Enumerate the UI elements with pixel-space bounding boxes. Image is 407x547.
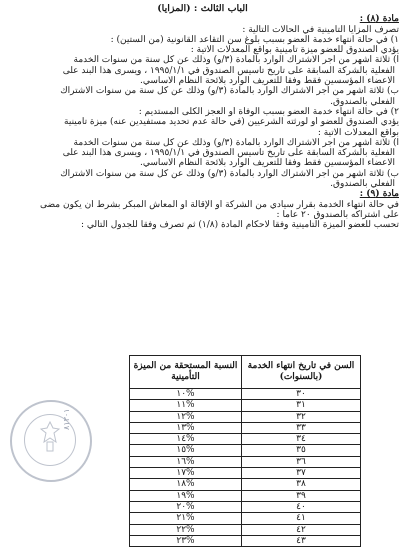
case-1-heading: ١) في حالة انتهاء خدمة العضو بسبب بلوغ سن التقاعد القانونية (من الستين) : (110, 34, 399, 45)
case-2-text-line-1: يؤدي الصندوق للعضو أو لورثته الشرعيين (في حالة عدم تحديد مستفيدين عنه) ميزة تأمينية (64, 117, 399, 128)
age-cell: ٣٦ (242, 456, 361, 467)
table-row (130, 513, 361, 524)
table-row (130, 445, 361, 456)
table-row (130, 456, 361, 467)
percentage-cell: %٢٢ (130, 524, 242, 535)
table-row (130, 434, 361, 445)
case-2-heading: ٢) في حالة انتهاء خدمة العضو بسبب الوفاة أو العجز الكلى المستديم : (138, 106, 399, 117)
percentage-column-header: النسبة المستحقة من الميزة التأمينية (130, 356, 242, 389)
table-header-row (130, 356, 361, 389)
age-cell: ٤٢ (242, 524, 361, 535)
age-cell: ٤٣ (242, 535, 361, 546)
percentage-cell: %١٣ (130, 422, 242, 433)
percentage-cell: %٢٠ (130, 501, 242, 512)
table-row (130, 468, 361, 479)
table-row (130, 389, 361, 400)
page-title: الباب الثالث : (المزايا) (157, 4, 248, 14)
table-row (130, 400, 361, 411)
percentage-cell: %١٠ (130, 389, 242, 400)
article-9-text-line-1: في حالة انتهاء الخدمة بقرار سيادي من الشركة أو الإقالة أو المعاش المبكر بشرط أن يكون مضى (39, 199, 399, 210)
percentage-cell: %١٧ (130, 468, 242, 479)
table-row (130, 501, 361, 512)
age-cell: ٣٥ (242, 445, 361, 456)
case-1-item-a-line-2: الفعلية بالشركة السابقة على تاريخ تأسيس الصندوق في ١٩٩٥/١/١ ، ويسرى هذا البند على (62, 65, 395, 76)
age-cell: ٣٠ (242, 389, 361, 400)
age-cell: ٤٠ (242, 501, 361, 512)
case-2-text-line-2: بواقع المعدلات الآتية : (317, 127, 399, 138)
percentage-cell: %١٦ (130, 456, 242, 467)
table-row (130, 490, 361, 501)
official-seal (10, 400, 92, 482)
table-row (130, 479, 361, 490)
article-9-text-line-2: على اشتراكه بالصندوق ٢٠ عاماً : (276, 209, 399, 220)
percentage-cell: %١١ (130, 400, 242, 411)
article-9-text-line-3: تحسب للعضو الميزة التأمينية وفقاً لاحكام المادة (١/٨) ثم تصرف وفقاً للجدول التالي : (81, 220, 399, 231)
percentage-cell: %١٩ (130, 490, 242, 501)
percentage-cell: %٢٣ (130, 535, 242, 546)
case-2-item-a-line-1: أ) ثلاثة أشهر من أجر الاشتراك الوارد بالمادة (٣/و) وذلك عن كل سنة من سنوات الخدمة (73, 137, 399, 148)
seal-serial-number: ٨١٣٠١ (62, 408, 71, 430)
age-cell: ٣٧ (242, 468, 361, 479)
age-cell: ٣٤ (242, 434, 361, 445)
table-row (130, 422, 361, 433)
case-2-item-a-line-3: الاعضاء المؤسسين فقط وفقاً للتعريف الوارد بلائحة النظام الأساسي. (139, 158, 395, 169)
benefit-percentage-table (129, 355, 361, 547)
article-8-heading: مادة (٨) : (359, 14, 399, 25)
case-2-item-a-line-2: الفعلية بالشركة السابقة على تاريخ تأسيس الصندوق في ١٩٩٥/١/١ ، ويسرى هذا البند على (62, 148, 395, 159)
article-9-heading: مادة (٩) : (359, 189, 399, 200)
percentage-cell: %٢١ (130, 513, 242, 524)
case-2-item-b-line-1: ب) ثلاثة أشهر من أجر الاشتراك الوارد بالمادة (٣/و) وذلك عن كل سنة من سنوات الاشتراك (60, 168, 399, 179)
eagle-emblem-icon (38, 420, 62, 454)
age-cell: ٣٩ (242, 490, 361, 501)
case-1-item-a-line-1: أ) ثلاثة أشهر من أجر الاشتراك الوارد بالمادة (٣/و) وذلك عن كل سنة من سنوات الخدمة (73, 55, 399, 66)
table-row (130, 535, 361, 546)
age-cell: ٣٣ (242, 422, 361, 433)
age-column-header: السن في تاريخ انتهاء الخدمة (بالسنوات) (242, 356, 361, 389)
case-2-item-b-line-2: الفعلي بالصندوق. (330, 179, 395, 190)
article-8-intro: تصرف المزايا التأمينية في الحالات التالية : (242, 24, 399, 35)
table-row (130, 411, 361, 422)
percentage-cell: %١٤ (130, 434, 242, 445)
table-row (130, 524, 361, 535)
percentage-cell: %١٥ (130, 445, 242, 456)
percentage-cell: %١٨ (130, 479, 242, 490)
age-cell: ٣١ (242, 400, 361, 411)
percentage-cell: %١٢ (130, 411, 242, 422)
age-cell: ٣٢ (242, 411, 361, 422)
case-1-item-a-line-3: الاعضاء المؤسسين فقط وفقاً للتعريف الوارد بلائحة النظام الأساسي. (139, 76, 395, 87)
case-1-item-b-line-1: ب) ثلاثة أشهر من أجر الاشتراك الوارد بالمادة (٣/و) وذلك عن كل سنة من سنوات الاشتراك (60, 86, 399, 97)
age-cell: ٣٨ (242, 479, 361, 490)
case-1-item-b-line-2: الفعلي بالصندوق. (330, 96, 395, 107)
age-cell: ٤١ (242, 513, 361, 524)
case-1-text: يؤدي الصندوق للعضو ميزة تأمينية بواقع المعدلات الآتية : (190, 45, 399, 56)
